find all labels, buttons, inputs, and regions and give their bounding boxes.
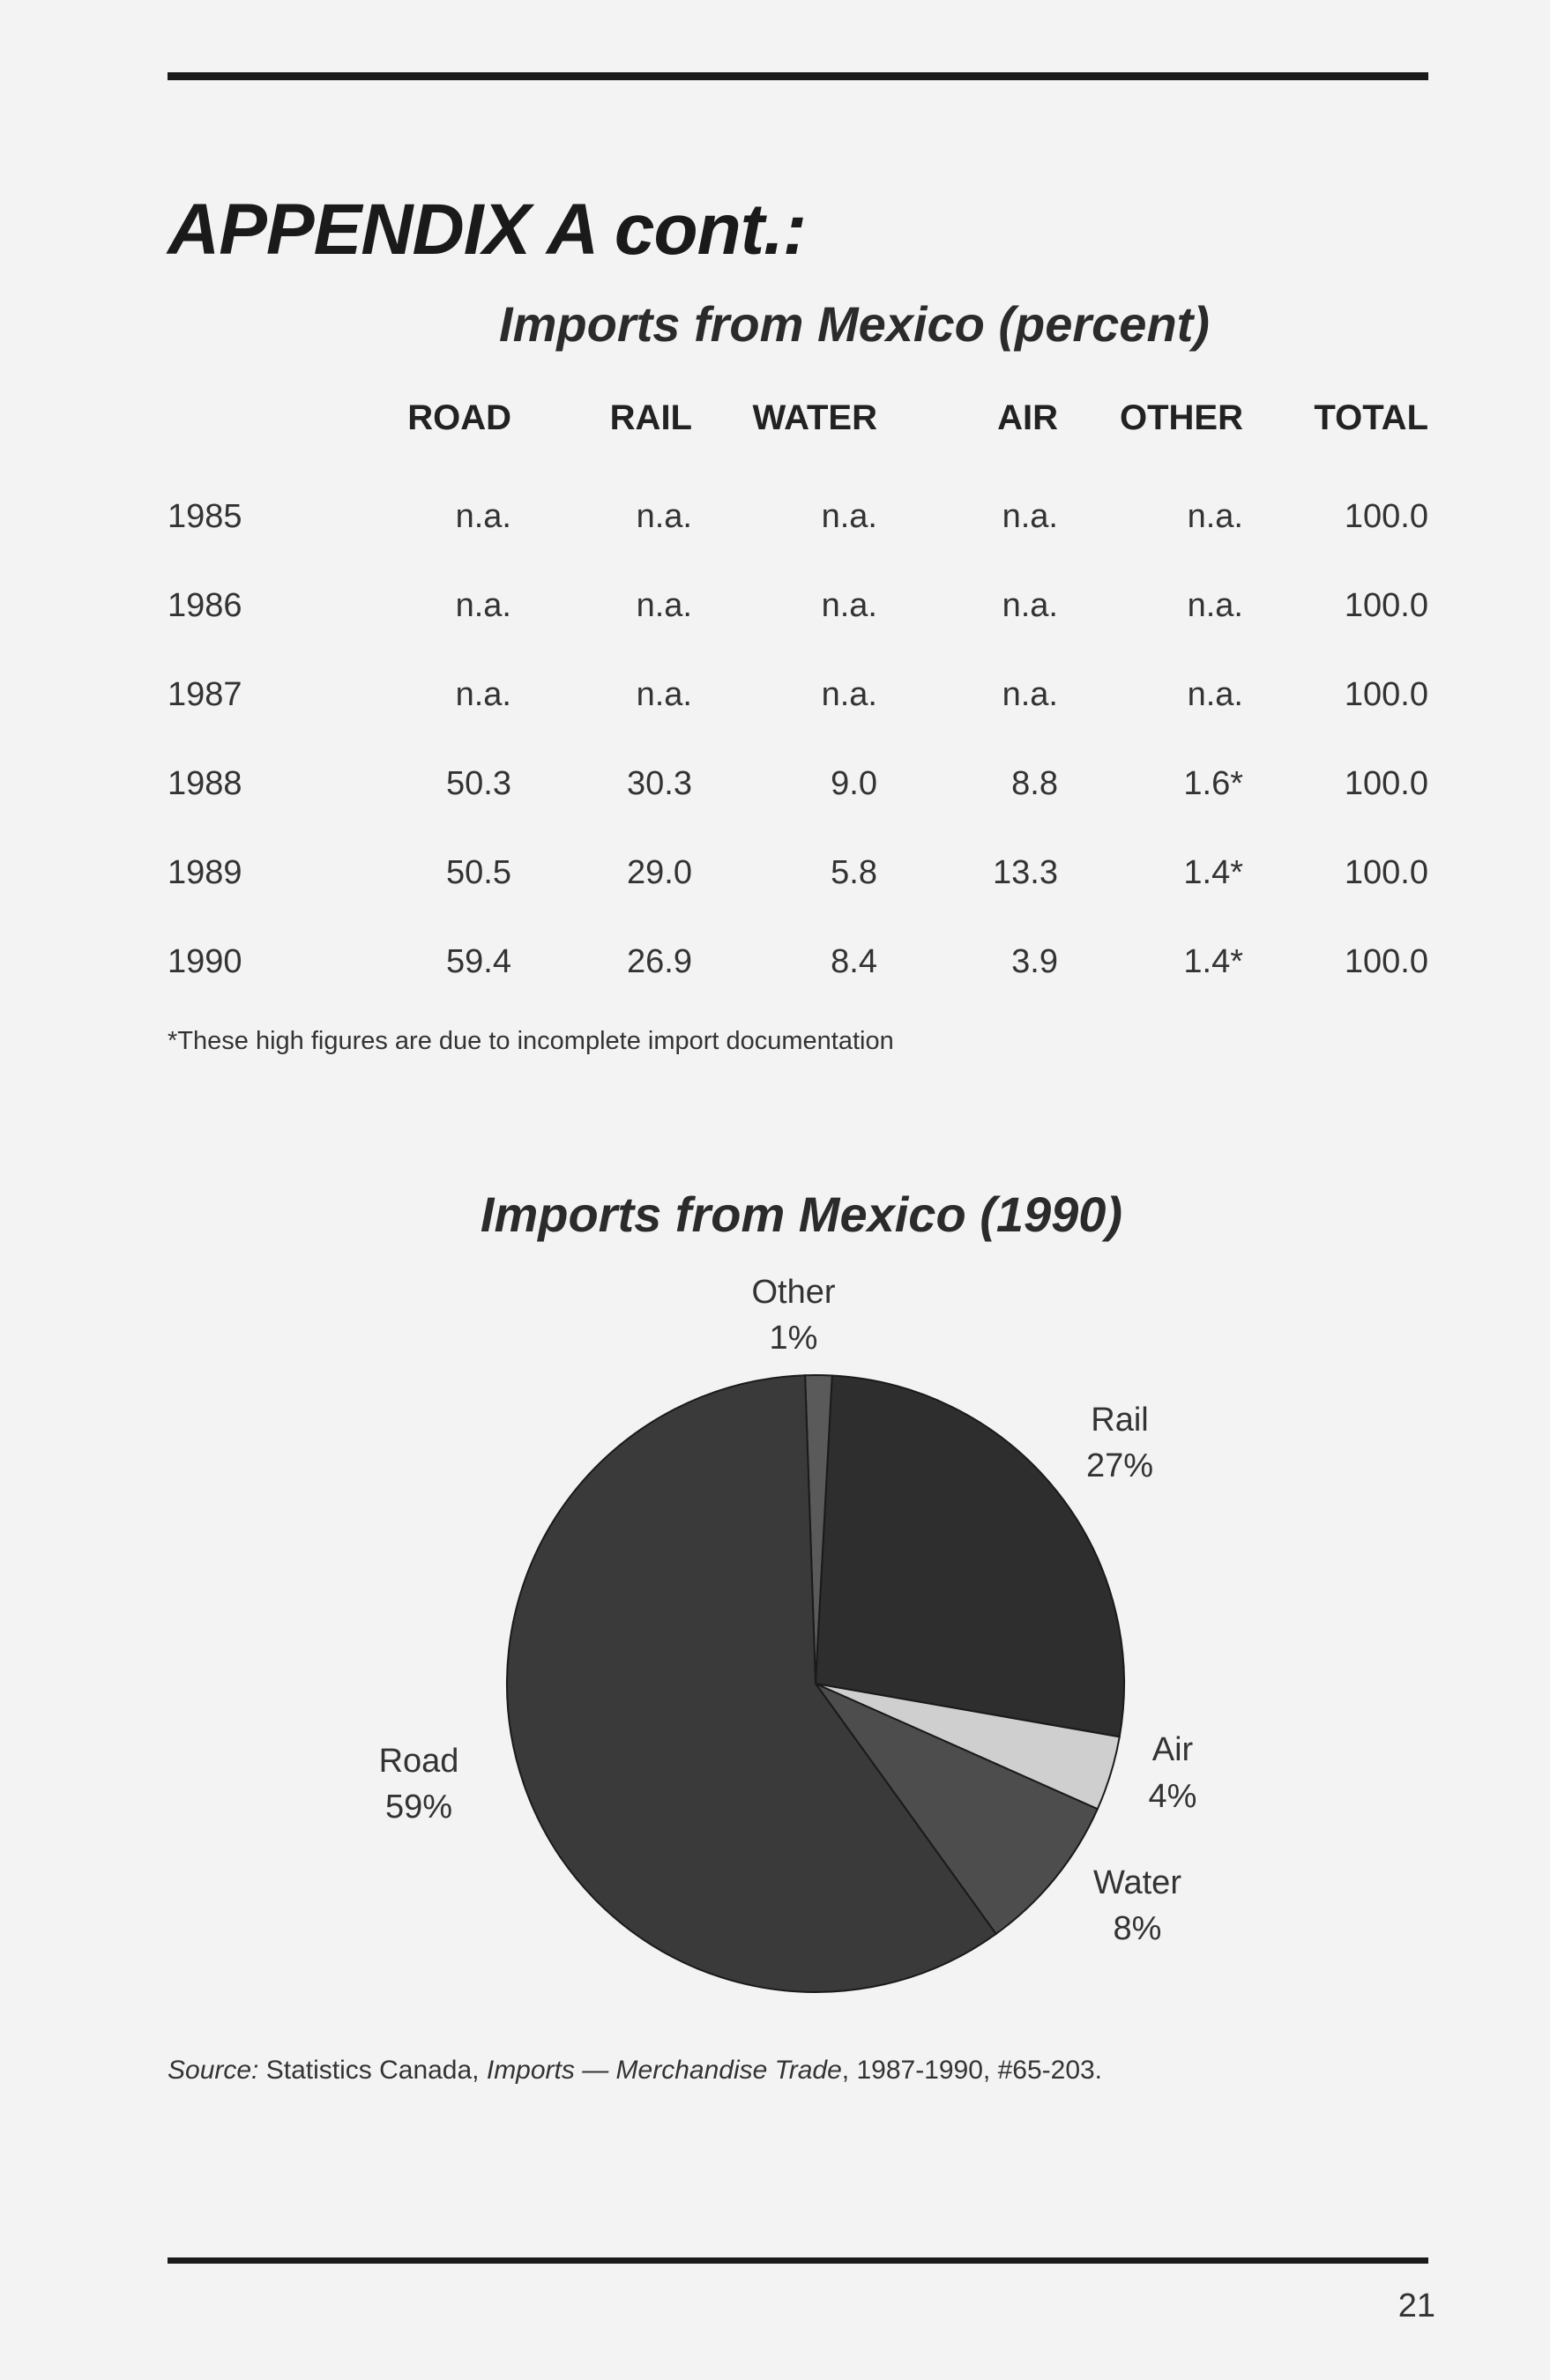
cell-rail: 30.3 xyxy=(627,765,692,802)
cell-road: n.a. xyxy=(455,676,511,713)
cell-year: 1986 xyxy=(168,587,242,624)
source-detail: , 1987-1990, #65-203. xyxy=(841,2056,1103,2085)
cell-road: 59.4 xyxy=(446,943,511,980)
bottom-rule xyxy=(168,2257,1428,2264)
header-rail: RAIL xyxy=(609,398,692,437)
slice-percent-air: 4% xyxy=(1148,1778,1197,1815)
header-water: WATER xyxy=(752,398,877,437)
cell-air: n.a. xyxy=(1002,676,1058,713)
cell-other: 1.4* xyxy=(1183,854,1243,891)
cell-total: 100.0 xyxy=(1344,498,1428,535)
cell-water: 8.4 xyxy=(831,943,877,980)
slice-label-road: Road xyxy=(378,1743,459,1780)
cell-air: 13.3 xyxy=(993,854,1058,891)
cell-other: n.a. xyxy=(1187,587,1243,624)
slice-label-rail: Rail xyxy=(1091,1402,1149,1439)
cell-rail: 29.0 xyxy=(627,854,692,891)
slice-percent-water: 8% xyxy=(1113,1910,1162,1947)
table-title: Imports from Mexico (percent) xyxy=(499,296,1210,352)
pie-slice-rail xyxy=(816,1376,1124,1737)
header-road: ROAD xyxy=(407,398,511,437)
cell-rail: n.a. xyxy=(636,676,692,713)
header-air: AIR xyxy=(997,398,1058,437)
cell-total: 100.0 xyxy=(1344,676,1428,713)
slice-label-water: Water xyxy=(1093,1864,1181,1901)
cell-water: n.a. xyxy=(821,676,877,713)
cell-air: 8.8 xyxy=(1011,765,1058,802)
source-citation xyxy=(168,2056,1102,2086)
cell-total: 100.0 xyxy=(1344,765,1428,802)
cell-road: n.a. xyxy=(455,498,511,535)
cell-rail: n.a. xyxy=(636,587,692,624)
cell-road: 50.5 xyxy=(446,854,511,891)
cell-water: n.a. xyxy=(821,587,877,624)
cell-year: 1990 xyxy=(168,943,242,980)
slice-percent-other: 1% xyxy=(769,1320,818,1357)
slice-label-air: Air xyxy=(1151,1731,1194,1768)
slice-label-other: Other xyxy=(751,1274,836,1311)
cell-water: 5.8 xyxy=(831,854,877,891)
page-heading: APPENDIX A cont.: xyxy=(168,190,807,270)
cell-other: n.a. xyxy=(1187,676,1243,713)
cell-year: 1987 xyxy=(168,676,242,713)
cell-rail: 26.9 xyxy=(627,943,692,980)
header-total: TOTAL xyxy=(1314,398,1428,437)
source-org: Statistics Canada, xyxy=(258,2056,487,2085)
chart-title: Imports from Mexico (1990) xyxy=(480,1186,1123,1242)
slice-percent-road: 59% xyxy=(384,1789,453,1826)
cell-air: n.a. xyxy=(1002,498,1058,535)
cell-total: 100.0 xyxy=(1344,587,1428,624)
source-label: Source: xyxy=(168,2056,259,2085)
cell-year: 1985 xyxy=(168,498,242,535)
cell-rail: n.a. xyxy=(636,498,692,535)
cell-year: 1988 xyxy=(168,765,242,802)
cell-air: 3.9 xyxy=(1011,943,1058,980)
cell-total: 100.0 xyxy=(1344,854,1428,891)
source-publication: Imports — Merchandise Trade xyxy=(486,2056,842,2085)
cell-other: 1.6* xyxy=(1183,765,1243,802)
cell-other: n.a. xyxy=(1187,498,1243,535)
slice-percent-rail: 27% xyxy=(1085,1447,1154,1484)
cell-water: 9.0 xyxy=(831,765,877,802)
header-other: OTHER xyxy=(1120,398,1243,437)
table-footnote: *These high figures are due to incomplete import documentation xyxy=(168,1027,894,1055)
cell-other: 1.4* xyxy=(1183,943,1243,980)
cell-year: 1989 xyxy=(168,854,242,891)
cell-total: 100.0 xyxy=(1344,943,1428,980)
cell-road: 50.3 xyxy=(446,765,511,802)
cell-road: n.a. xyxy=(455,587,511,624)
page-number: 21 xyxy=(1397,2287,1435,2324)
cell-water: n.a. xyxy=(821,498,877,535)
cell-air: n.a. xyxy=(1002,587,1058,624)
